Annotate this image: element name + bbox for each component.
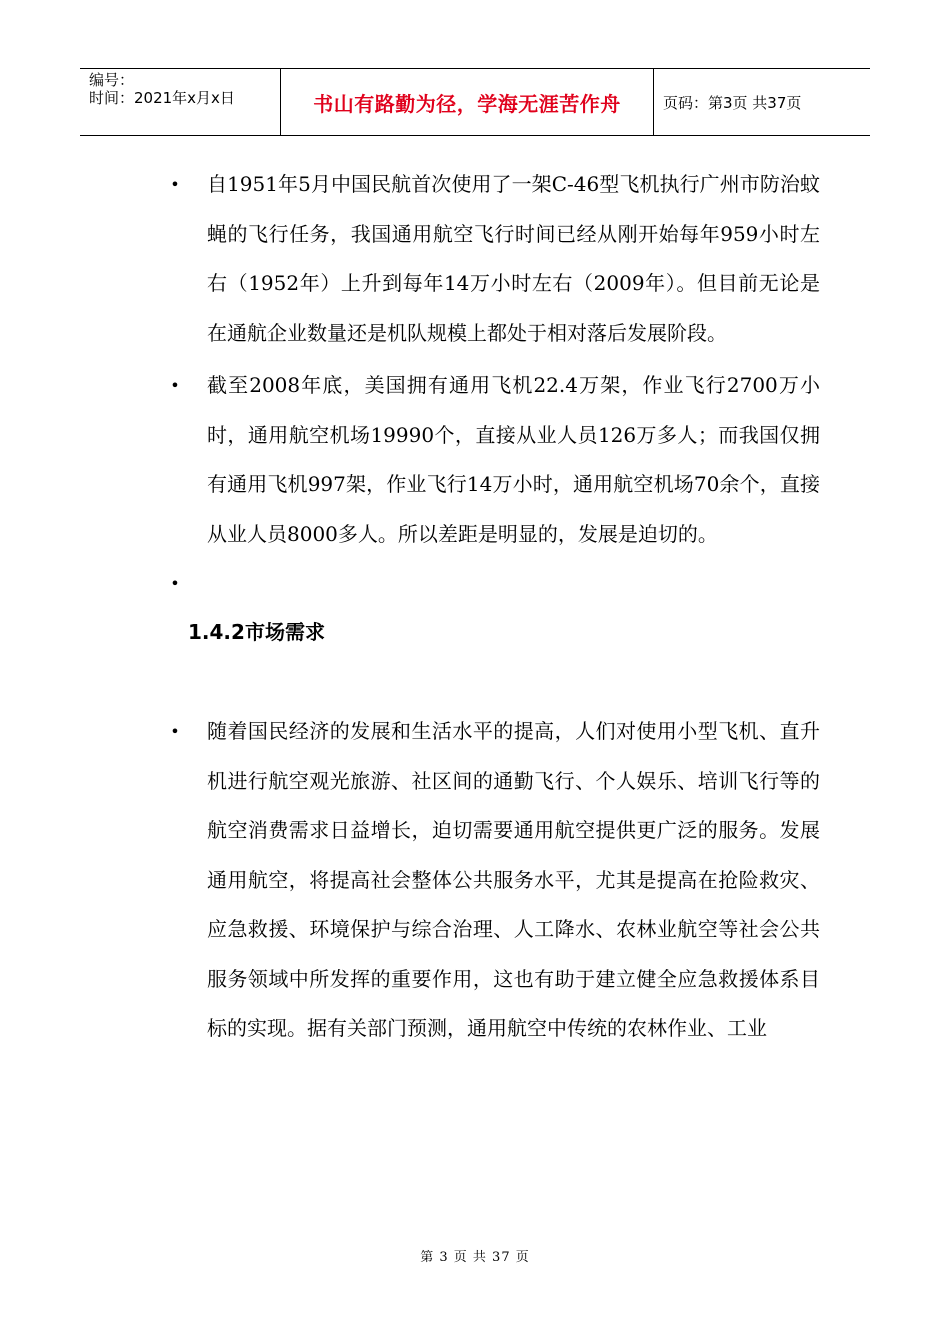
page-footer: 第 3 页 共 37 页 <box>420 1250 530 1265</box>
header-meta-cell <box>80 69 281 135</box>
bullet-icon: • <box>170 376 180 395</box>
bullet-paragraph <box>170 160 820 358</box>
document-date-label: 时间：2021年x月x日 <box>89 89 235 107</box>
header-motto: 书山有路勤为径，学海无涯苦作舟 <box>281 69 654 135</box>
bullet-paragraph <box>170 361 820 559</box>
bullet-icon: • <box>170 175 180 194</box>
paragraph-text: 自1951年5月中国民航首次使用了一架C-46型飞机执行广州市防治蚊蝇的飞行任务，我国通用航空飞行时间已经从刚开始每年959小时左右（1952年）上升到每年14万小时左右（2009年）。但目前无论是在通航企业数量还是机队规模上都处于相对落后发展阶段。 <box>207 172 820 345</box>
page-header <box>80 68 870 136</box>
section-heading: 1.4.2市场需求 <box>188 620 325 644</box>
document-body <box>170 160 820 1054</box>
bullet-paragraph <box>170 707 820 1054</box>
paragraph-text: 截至2008年底，美国拥有通用飞机22.4万架，作业飞行2700万小时，通用航空机场19990个，直接从业人员126万多人；而我国仅拥有通用飞机997架，作业飞行14万小时，通用航空机场70余个，直接从业人员8000多人。所以差距是明显的，发展是迫切的。 <box>207 373 820 546</box>
bullet-icon: • <box>170 574 180 593</box>
bullet-icon: • <box>170 722 180 741</box>
header-page-info: 页码：第3页 共37页 <box>663 93 802 112</box>
document-number-label: 编号： <box>89 71 135 89</box>
paragraph-text: 随着国民经济的发展和生活水平的提高，人们对使用小型飞机、直升机进行航空观光旅游、社区间的通勤飞行、个人娱乐、培训飞行等的航空消费需求日益增长，迫切需要通用航空提供更广泛的服务。发展通用航空，将提高社会整体公共服务水平，尤其是提高在抢险救灾、应急救援、环境保护与综合治理、人工降水、农林业航空等社会公共服务领域中所发挥的重要作用，这也有助于建立健全应急救援体系目标的实现。据有关部门预测，通用航空中传统的农林作业、工业 <box>207 719 820 1040</box>
empty-bullet <box>170 559 820 608</box>
